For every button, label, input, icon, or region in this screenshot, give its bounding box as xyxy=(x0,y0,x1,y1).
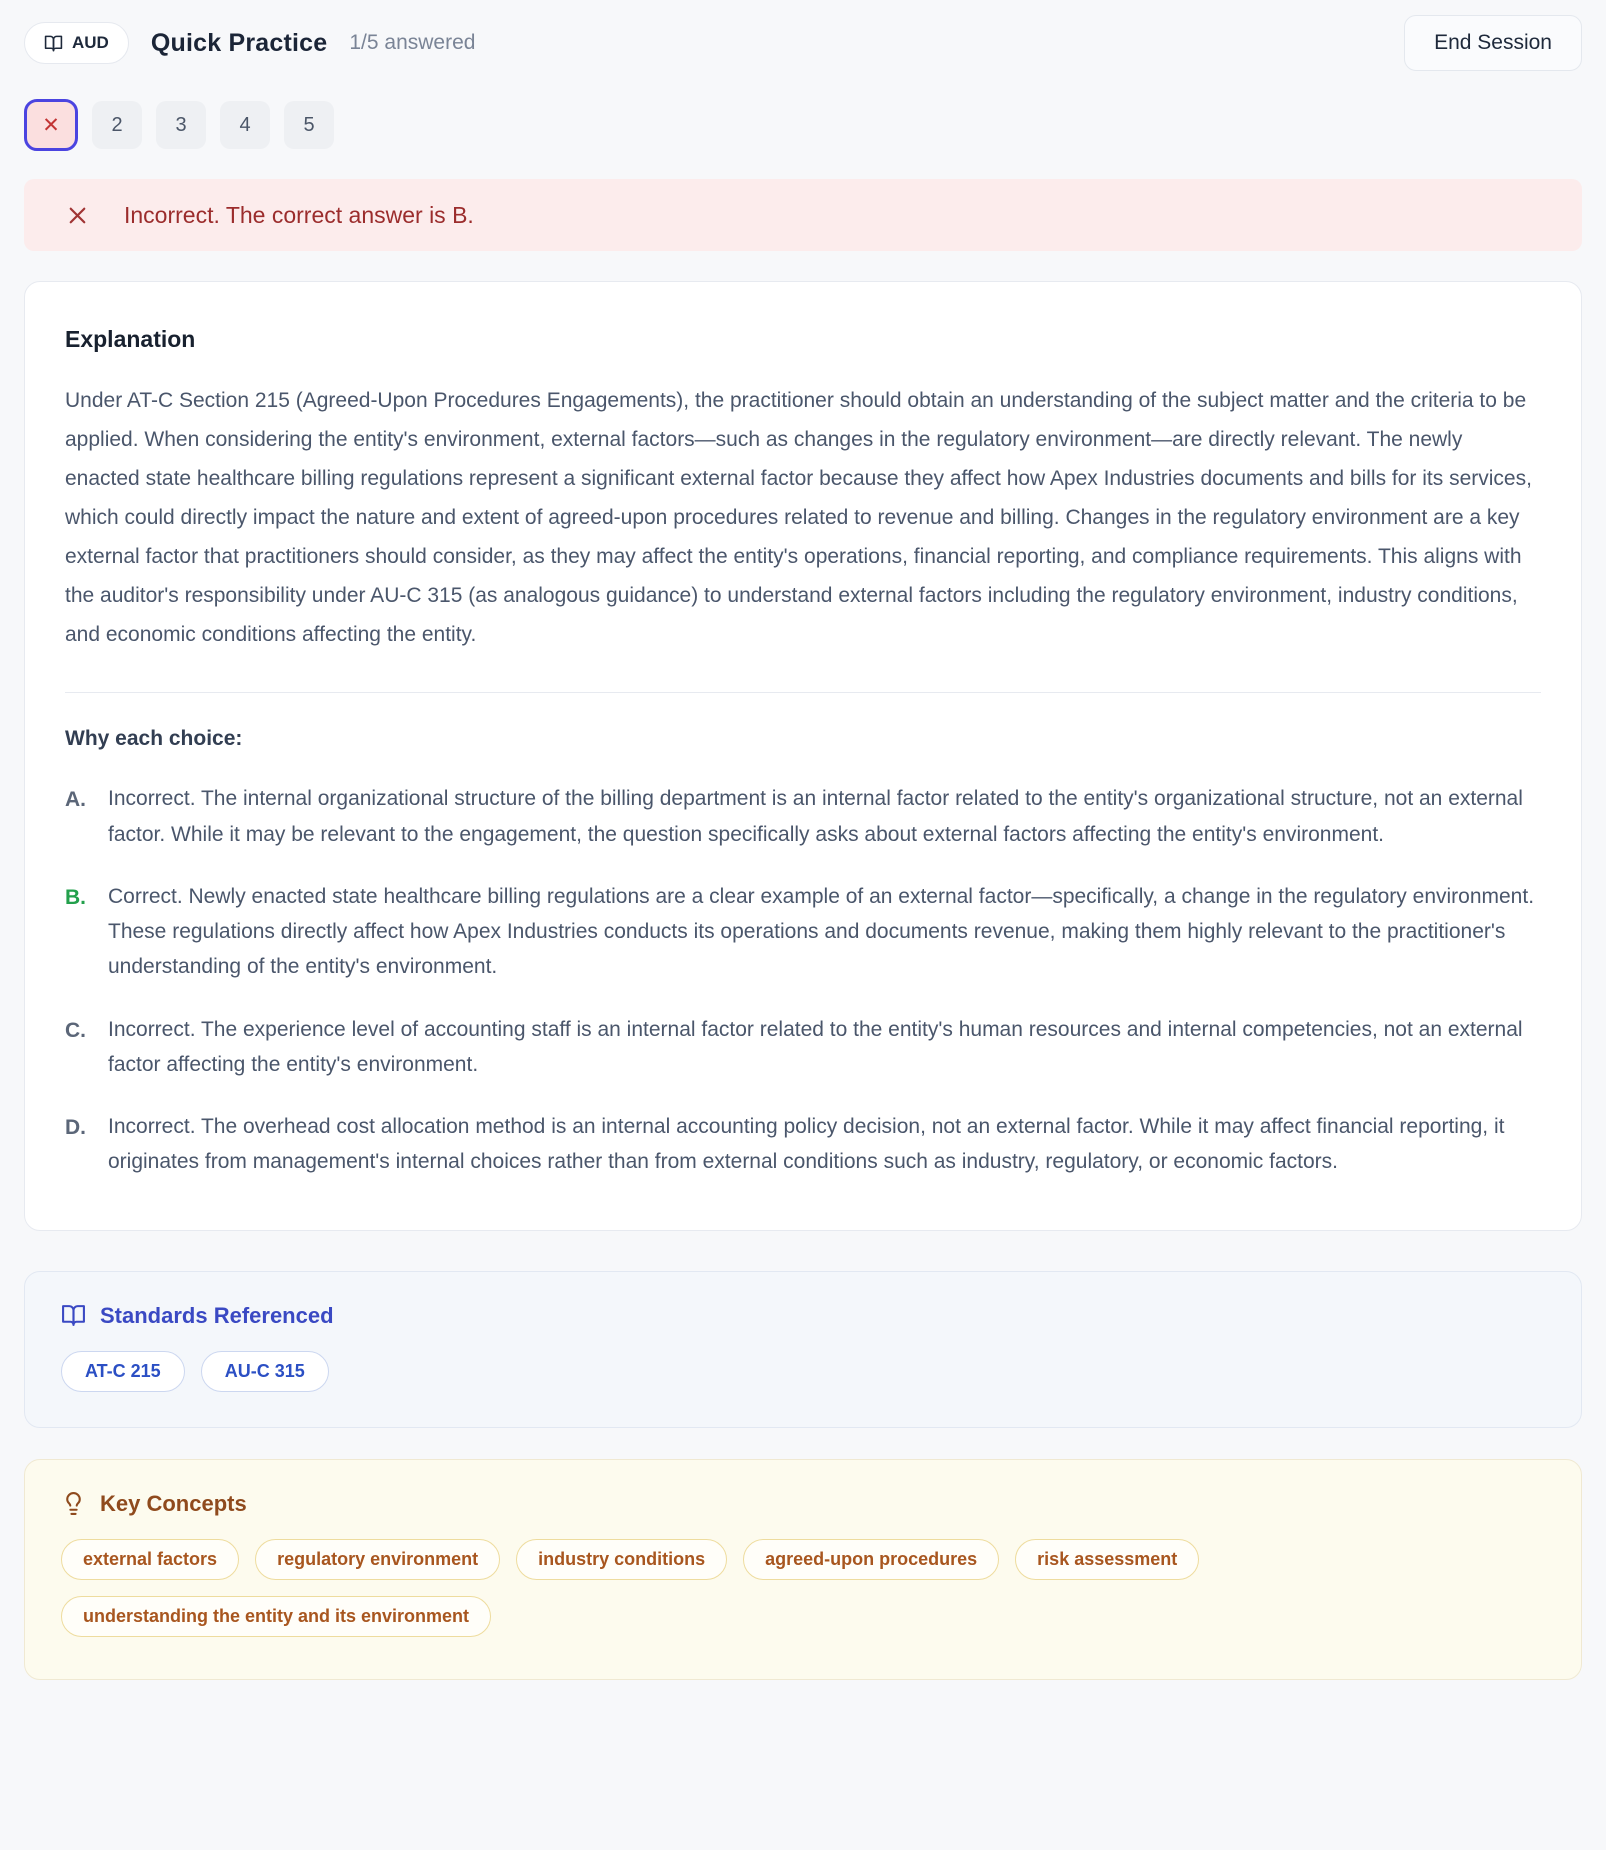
end-session-button[interactable]: End Session xyxy=(1404,15,1582,71)
concept-pill-regulatory-environment: regulatory environment xyxy=(255,1539,500,1580)
explanation-body: Under AT-C Section 215 (Agreed-Upon Procedures Engagements), the practitioner should obtain an understanding of the subject matter and the criteria to be applied. When considering the entity's environment, external factors—such as changes in the regulatory environment—are directly relevant. The newly enacted state healthcare billing regulations represent a significant external factor because they affect how Apex Industries documents and bills for its services, which could directly impact the nature and extent of agreed-upon procedures related to revenue and billing. Changes in the regulatory environment are a key external factor that practitioners should consider, as they may affect the entity's operations, financial reporting, and compliance requirements. This aligns with the auditor's responsibility under AU-C 315 (as analogous guidance) to understand external factors including the regulatory environment, industry conditions, and economic conditions affecting the entity. xyxy=(65,389,1532,647)
question-nav-5[interactable]: 5 xyxy=(284,101,334,149)
book-open-icon xyxy=(61,1303,86,1328)
explanation-card xyxy=(24,281,1582,1231)
why-each-choice-heading: Why each choice: xyxy=(65,727,243,751)
concept-pill-agreed-upon-procedures: agreed-upon procedures xyxy=(743,1539,999,1580)
question-nav xyxy=(24,99,1582,151)
progress-text: 1/5 answered xyxy=(349,31,476,54)
choice-b xyxy=(65,879,1541,985)
page-title: Quick Practice xyxy=(150,28,328,57)
section-badge-label: AUD xyxy=(72,33,109,52)
choice-d xyxy=(65,1109,1541,1180)
explanation-heading: Explanation xyxy=(65,326,196,352)
header-left xyxy=(24,22,475,64)
divider xyxy=(65,692,1541,693)
choice-c-letter: C. xyxy=(65,1018,86,1042)
choice-a-text: Incorrect. The internal organizational structure of the billing department is an internal factor related to the entity's organizational structure, not an external factor. While it may be relevant to the engagement, the question specifically asks about external factors affecting the entity's environment. xyxy=(108,787,1523,846)
concept-pill-industry-conditions: industry conditions xyxy=(516,1539,727,1580)
alert-text: Incorrect. The correct answer is B. xyxy=(124,201,474,228)
choice-a-letter: A. xyxy=(65,788,86,812)
standards-pills xyxy=(61,1351,1545,1392)
concept-pill-understanding-entity: understanding the entity and its environment xyxy=(61,1596,491,1637)
key-concepts-card xyxy=(24,1459,1582,1680)
standard-pill-auc315: AU-C 315 xyxy=(201,1351,329,1392)
key-concepts-pills xyxy=(61,1539,1545,1637)
key-concepts-header xyxy=(61,1491,1545,1517)
header xyxy=(24,14,1582,72)
choice-d-text: Incorrect. The overhead cost allocation method is an internal accounting policy decision, not an external factor. While it may affect financial reporting, it originates from management's internal choices rather than from external conditions such as industry, regulatory, or economic factors. xyxy=(108,1115,1505,1174)
choice-b-text: Correct. Newly enacted state healthcare billing regulations are a clear example of an external factor—specifically, a change in the regulatory environment. These regulations directly affect how Apex Industries conducts its operations and documents revenue, making them highly relevant to the practitioner's understanding of the entity's environment. xyxy=(108,884,1535,979)
choice-a xyxy=(65,781,1541,852)
standards-title: Standards Referenced xyxy=(100,1302,334,1328)
x-icon xyxy=(64,202,91,229)
concept-pill-external-factors: external factors xyxy=(61,1539,239,1580)
choice-c-text: Incorrect. The experience level of accounting staff is an internal factor related to the entity's human resources and internal competencies, not an external factor affecting the entity's environment. xyxy=(108,1017,1523,1076)
standards-header xyxy=(61,1303,1545,1329)
section-badge-aud xyxy=(24,22,129,64)
lightbulb-icon xyxy=(61,1491,86,1516)
question-nav-1-incorrect[interactable]: ✕ xyxy=(24,99,78,151)
question-nav-2[interactable]: 2 xyxy=(92,101,142,149)
standard-pill-atc215: AT-C 215 xyxy=(61,1351,185,1392)
choice-c xyxy=(65,1012,1541,1083)
choice-b-letter: B. xyxy=(65,885,86,909)
concept-pill-risk-assessment: risk assessment xyxy=(1015,1539,1199,1580)
incorrect-alert-banner xyxy=(24,179,1582,251)
book-icon xyxy=(44,34,63,53)
question-nav-4[interactable]: 4 xyxy=(220,101,270,149)
key-concepts-title: Key Concepts xyxy=(100,1490,247,1516)
choice-d-letter: D. xyxy=(65,1116,86,1140)
question-nav-3[interactable]: 3 xyxy=(156,101,206,149)
standards-card xyxy=(24,1271,1582,1428)
